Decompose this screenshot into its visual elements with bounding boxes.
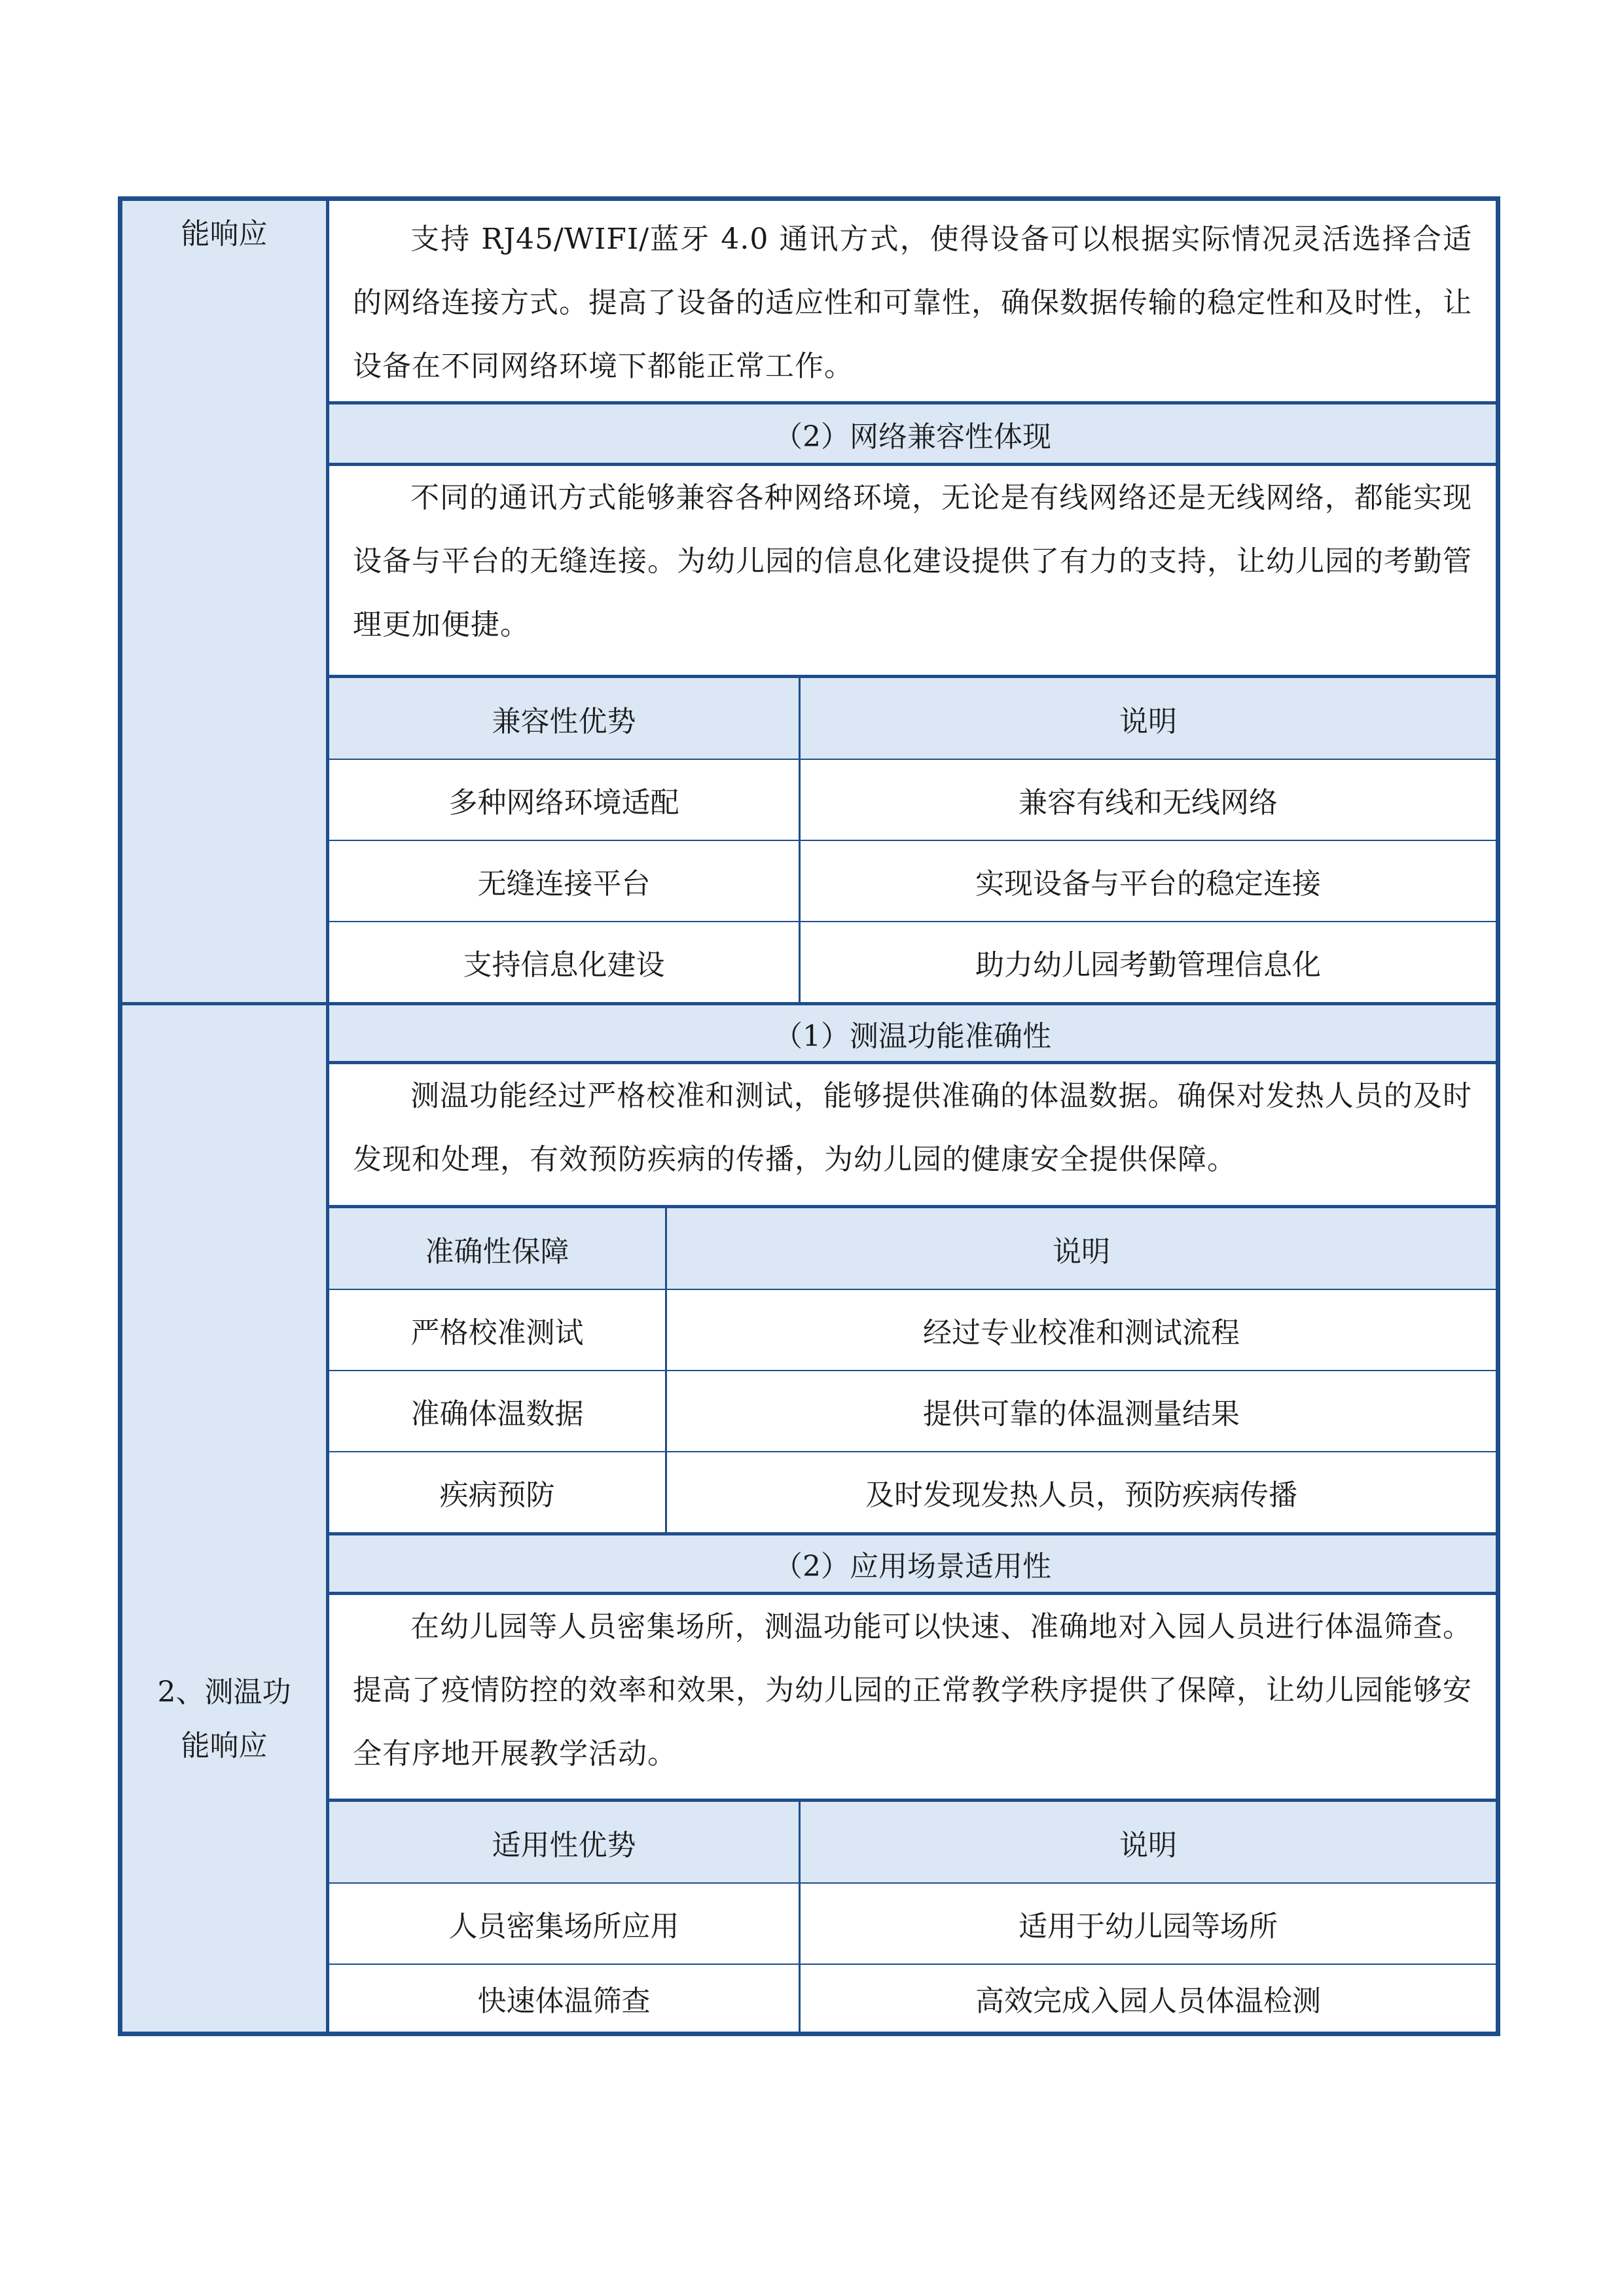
table-header-cell: 兼容性优势 (329, 678, 799, 759)
table-cell: 疾病预防 (439, 1479, 555, 1512)
table-cell: 及时发现发热人员，预防疾病传播 (865, 1479, 1297, 1512)
table-cell: 快速体温筛查 (477, 1984, 651, 2018)
divider (799, 1802, 801, 2032)
table-cell: 经过专业校准和测试流程 (923, 1316, 1240, 1350)
divider (665, 1208, 667, 1532)
table-cell: 准确体温数据 (410, 1397, 584, 1431)
section2-paragraph2: 在幼儿园等人员密集场所，测温功能可以快速、准确地对入园人员进行体温筛查。提高了疫情防控的效率和效果，为幼儿园的正常教学秩序提供了保障，让幼儿园能够安全有序地开展教学活动。 (353, 1610, 1472, 1770)
section2-subheading1: （1）测温功能准确性 (329, 1005, 1496, 1061)
table-header-cell: 说明 (801, 678, 1496, 759)
divider (799, 678, 801, 1002)
section2-paragraph1: 测温功能经过严格校准和测试，能够提供准确的体温数据。确保对发热人员的及时发现和处理，有效预防疾病的传播，为幼儿园的健康安全提供保障。 (353, 1079, 1472, 1176)
table-cell: 助力幼儿园考勤管理信息化 (975, 948, 1321, 982)
section1-intro-paragraph: 支持 RJ45/WIFI/蓝牙 4.0 通讯方式，使得设备可以根据实际情况灵活选择合适的网络连接方式。提高了设备的适应性和可靠性，确保数据传输的稳定性和及时性，让设备在不同网络环境下都能正常工作。 (353, 223, 1472, 383)
table-cell: 实现设备与平台的稳定连接 (975, 867, 1321, 901)
section2-label-line2: 能响应 (181, 1729, 268, 1763)
right-content-column (329, 201, 1496, 2032)
feature-response-table (118, 196, 1500, 2036)
table-cell: 无缝连接平台 (477, 867, 651, 901)
table-header-cell: 准确性保障 (329, 1208, 665, 1289)
section1-label: 能响应 (181, 217, 268, 251)
table-cell: 适用于幼儿园等场所 (1019, 1910, 1278, 1943)
section2-subheading2: （2）应用场景适用性 (329, 1535, 1496, 1592)
left-label-column (122, 201, 329, 2032)
table-cell: 高效完成入园人员体温检测 (975, 1984, 1321, 2018)
table-header-cell: 说明 (667, 1208, 1496, 1289)
table-cell: 人员密集场所应用 (448, 1910, 679, 1943)
section1-subheading: （2）网络兼容性体现 (329, 404, 1496, 463)
table-cell: 兼容有线和无线网络 (1019, 786, 1278, 819)
table-cell: 支持信息化建设 (463, 948, 665, 982)
table-cell: 严格校准测试 (410, 1316, 584, 1350)
table-cell: 提供可靠的体温测量结果 (923, 1397, 1240, 1431)
section2-label-line1: 2、测温功 (157, 1676, 291, 1709)
table-header-cell: 说明 (801, 1802, 1496, 1882)
table-header-cell: 适用性优势 (329, 1802, 799, 1882)
left-divider (122, 1002, 329, 1005)
table-cell: 多种网络环境适配 (448, 786, 679, 819)
section1-paragraph: 不同的通讯方式能够兼容各种网络环境，无论是有线网络还是无线网络，都能实现设备与平台的无缝连接。为幼儿园的信息化建设提供了有力的支持，让幼儿园的考勤管理更加便捷。 (353, 481, 1472, 641)
